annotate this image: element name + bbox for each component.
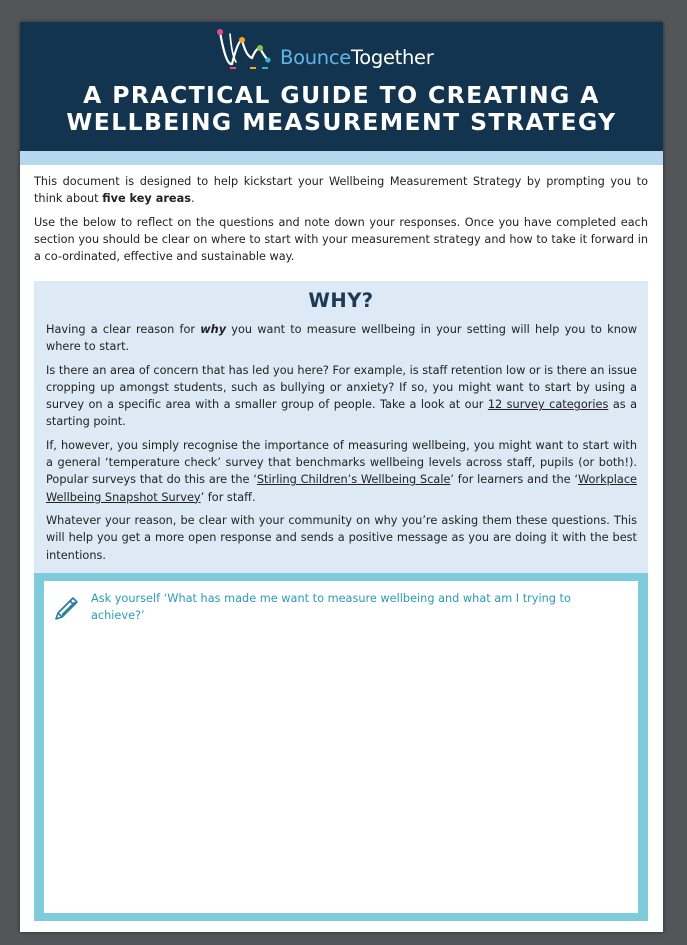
intro-text-end: . bbox=[190, 192, 195, 206]
why-body bbox=[46, 321, 637, 570]
bounce-logo-icon bbox=[216, 26, 278, 72]
workplace-snapshot-link[interactable]: Workplace Wellbeing Snapshot Survey bbox=[46, 473, 637, 504]
intro-paragraph-2: Use the below to reflect on the questions and note down your responses. Once you have completed each section you should be clear on where to start with your measurement strategy and how to take it forward in a co-ordinated, effective and sustainable way. bbox=[34, 215, 648, 264]
title-line-1: A PRACTICAL GUIDE TO CREATING A bbox=[83, 81, 600, 109]
intro-bold: five key areas bbox=[102, 192, 191, 206]
why-paragraph-3 bbox=[46, 437, 637, 506]
document-page bbox=[20, 22, 663, 932]
why-paragraph-4: Whatever your reason, be clear with your community on why you’re asking them these questions. This will help you get a more open response and sends a positive message as you are doing it with the best intentions. bbox=[46, 513, 637, 562]
intro-paragraph-1 bbox=[34, 173, 648, 208]
document-title bbox=[20, 82, 663, 136]
title-line-2: WELLBEING MEASUREMENT STRATEGY bbox=[66, 108, 617, 136]
brand-name-part2: Together bbox=[350, 46, 434, 69]
why-paragraph-1 bbox=[46, 321, 637, 356]
intro-text: This document is designed to help kickstart your Wellbeing Measurement Strategy by prompting you to think about bbox=[34, 175, 648, 206]
why-p3-end: ’ for staff. bbox=[200, 490, 256, 504]
why-p1-start: Having a clear reason for bbox=[46, 323, 201, 336]
answer-box[interactable] bbox=[44, 581, 638, 913]
header-banner bbox=[20, 22, 663, 151]
answer-prompt: Ask yourself ‘What has made me want to measure wellbeing and what am I trying to achieve?’ bbox=[91, 592, 571, 623]
brand-name bbox=[280, 46, 433, 69]
brand-name-part1: Bounce bbox=[280, 46, 351, 69]
why-heading: WHY? bbox=[308, 289, 374, 312]
why-p3-start: If, however, you simply recognise the importance of measuring wellbeing, you might want to start with a general ‘temperature check’ survey that benchmarks wellbeing levels across staff, pupils (or both!). Popular surveys that do this are the ‘ bbox=[46, 438, 637, 487]
answer-box-frame bbox=[34, 573, 648, 921]
why-p2-start: Is there an area of concern that has led you here? For example, is staff retention low or is there an issue cropping up amongst students, such as bullying or anxiety? If so, you might want to start by using a survey on a specific area with a smaller group of people. Take a look at our bbox=[46, 363, 637, 412]
intro-section bbox=[34, 173, 648, 271]
why-p2-end: as a starting point. bbox=[46, 398, 637, 429]
why-paragraph-2 bbox=[46, 362, 637, 431]
why-p1-emphasis: why bbox=[200, 323, 227, 336]
survey-categories-link[interactable]: 12 survey categories bbox=[487, 398, 609, 412]
why-p1-end: you want to measure wellbeing in your setting will help you to know where to start. bbox=[46, 323, 638, 354]
brand-logo bbox=[216, 26, 476, 74]
why-p3-mid: ’ for learners and the ‘ bbox=[450, 473, 578, 487]
header-accent-band bbox=[20, 151, 663, 165]
why-section bbox=[34, 281, 648, 573]
stirling-scale-link[interactable]: Stirling Children’s Wellbeing Scale bbox=[256, 473, 451, 487]
pencil-icon bbox=[52, 591, 82, 625]
